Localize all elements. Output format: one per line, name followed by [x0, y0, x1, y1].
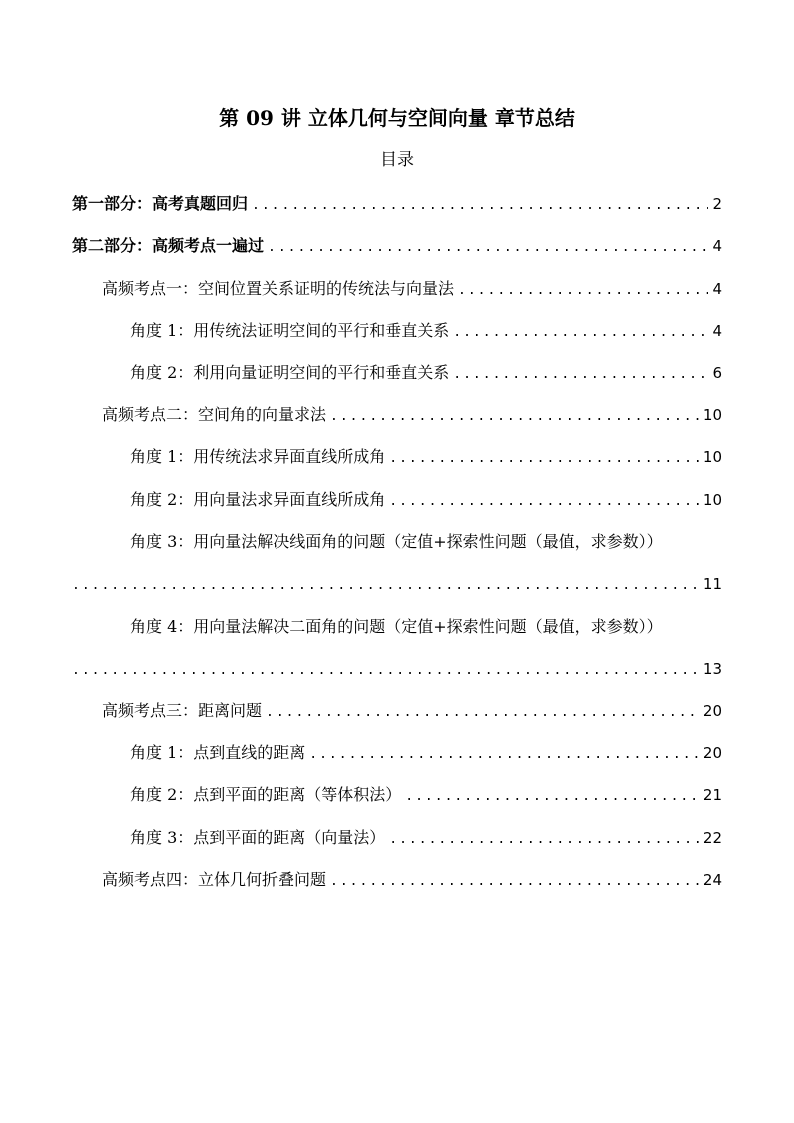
toc-entry-topic-3[interactable] — [102, 696, 722, 726]
toc-entry-label: 角度 1：用传统法证明空间的平行和垂直关系 — [130, 321, 450, 340]
toc-entry-topic-1[interactable] — [102, 274, 722, 304]
toc-page-number: 4 — [712, 237, 722, 255]
toc-entry-label: 角度 2：利用向量证明空间的平行和垂直关系 — [130, 363, 450, 382]
toc-page-number: 10 — [702, 448, 722, 466]
toc-page-number: 24 — [702, 871, 722, 889]
dot-leader — [309, 740, 699, 770]
toc-entry-part-1[interactable] — [72, 189, 722, 219]
dot-leader — [72, 656, 699, 686]
toc-entry-label: 高频考点二：空间角的向量求法 — [102, 405, 327, 424]
toc-page-number: 20 — [702, 702, 722, 720]
toc-page-number: 21 — [702, 786, 722, 804]
toc-entry-label: 角度 4：用向量法解决二面角的问题（定值+探索性问题（最值，求参数）） — [130, 617, 663, 636]
toc-entry-label: 角度 1：用传统法求异面直线所成角 — [130, 447, 386, 466]
toc-entry-label: 第二部分：高频考点一遍过 — [72, 236, 265, 255]
dot-leader — [330, 402, 699, 432]
toc-entry-topic-1-angle-1[interactable] — [130, 316, 722, 346]
toc-entry-topic-2[interactable] — [102, 400, 722, 430]
toc-page-number: 20 — [702, 744, 722, 762]
toc-entry-topic-3-angle-2[interactable] — [130, 780, 722, 810]
toc-entry-label: 高频考点四：立体几何折叠问题 — [102, 870, 327, 889]
toc-entry-label: 高频考点一：空间位置关系证明的传统法与向量法 — [102, 279, 455, 298]
toc-entry-label: 高频考点三：距离问题 — [102, 701, 263, 720]
toc-entry-topic-2-angle-3-continuation[interactable] — [72, 569, 722, 599]
toc-entry-label: 角度 1：点到直线的距离 — [130, 743, 306, 762]
toc-entry-label: 角度 3：点到平面的距离（向量法） — [130, 828, 386, 847]
toc-entry-topic-2-angle-3[interactable] — [130, 527, 722, 557]
toc-page-number: 22 — [702, 829, 722, 847]
toc-page-number: 4 — [712, 280, 722, 298]
toc-page-number: 2 — [712, 195, 722, 213]
toc-page-number: 6 — [712, 364, 722, 382]
toc-heading: 目录 — [380, 150, 414, 170]
dot-leader — [330, 867, 699, 897]
toc-page-number: 10 — [702, 491, 722, 509]
toc-entry-topic-1-angle-2[interactable] — [130, 358, 722, 388]
dot-leader — [389, 825, 699, 855]
page-title: 第 09 讲 立体几何与空间向量 章节总结 — [219, 106, 575, 130]
toc-entry-topic-2-angle-2[interactable] — [130, 485, 722, 515]
toc-entry-topic-3-angle-1[interactable] — [130, 738, 722, 768]
toc-entry-topic-2-angle-4-continuation[interactable] — [72, 654, 722, 684]
dot-leader — [266, 698, 699, 728]
dot-leader — [453, 360, 708, 390]
toc-page-number: 13 — [702, 660, 722, 678]
dot-leader — [72, 571, 699, 601]
dot-leader — [405, 782, 699, 812]
dot-leader — [389, 444, 699, 474]
toc-entry-part-2[interactable] — [72, 231, 722, 261]
dot-leader — [458, 276, 708, 306]
toc-entry-label: 角度 2：点到平面的距离（等体积法） — [130, 785, 402, 804]
toc-entry-label: 第一部分：高考真题回归 — [72, 194, 249, 213]
toc-entry-topic-4[interactable] — [102, 865, 722, 895]
toc-page-number: 4 — [712, 322, 722, 340]
toc-entry-topic-3-angle-3[interactable] — [130, 823, 722, 853]
toc-entry-label: 角度 3：用向量法解决线面角的问题（定值+探索性问题（最值，求参数）） — [130, 532, 663, 551]
dot-leader — [268, 233, 708, 263]
toc-page-number: 11 — [702, 575, 722, 593]
dot-leader — [389, 487, 699, 517]
toc-entry-topic-2-angle-1[interactable] — [130, 442, 722, 472]
toc-entry-label: 角度 2：用向量法求异面直线所成角 — [130, 490, 386, 509]
toc-entry-topic-2-angle-4[interactable] — [130, 612, 722, 642]
dot-leader — [453, 318, 708, 348]
toc-page-number: 10 — [702, 406, 722, 424]
dot-leader — [252, 191, 708, 221]
